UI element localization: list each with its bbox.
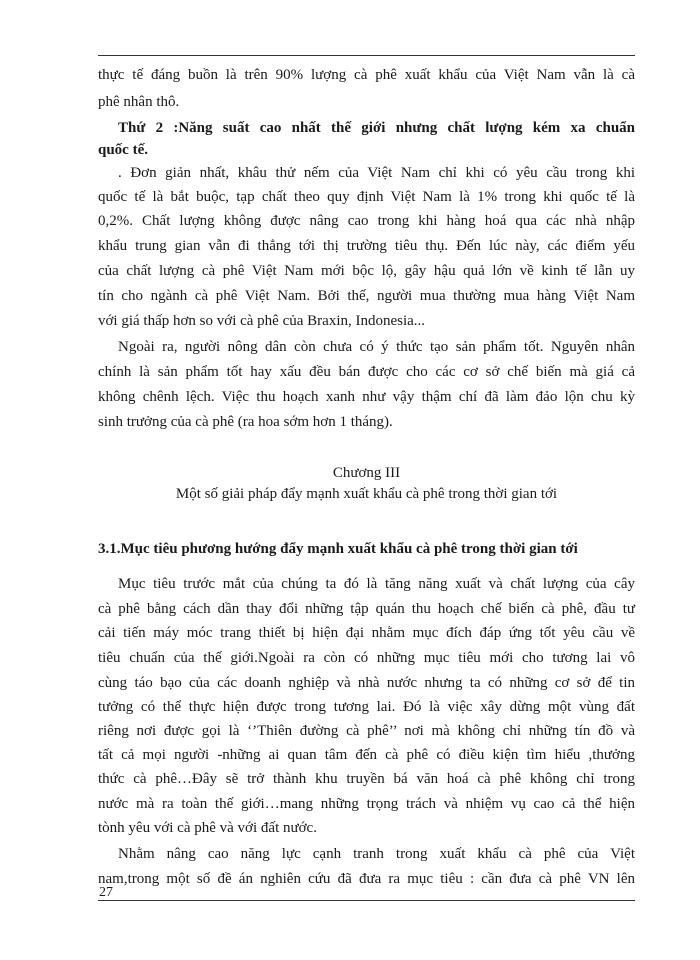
- text-line: tất cả mọi người -những ai quan tâm đến cà phê có điều kiện tìm hiểu ,thưởng: [98, 747, 635, 763]
- text-line: cải tiến máy móc trang thiết bị hiện đại nhằm mục đích đáp ứng tốt yêu cầu về: [98, 625, 635, 641]
- text-line: Một số giải pháp đẩy mạnh xuất khẩu cà phê trong thời gian tới: [175, 486, 558, 502]
- text-line: Nhằm nâng cao năng lực cạnh tranh trong xuất khẩu cà phê của Việt: [118, 846, 635, 862]
- text-line: sinh trưởng của cà phê (ra hoa sớm hơn 1 tháng).: [98, 414, 393, 430]
- text-line: không chênh lệch. Việc thu hoạch xanh như vậy thậm chí đã làm đảo lộn chu kỳ: [98, 389, 635, 405]
- text-line: chính là sản phẩm tốt hay xấu đều bán được cho các cơ sở chế biến mà giá cả: [98, 364, 635, 380]
- text-line: quốc tế là bắt buộc, tạp chất theo quy định Việt Nam là 1% trong khi quốc tế là: [98, 189, 635, 205]
- text-line: tín cho ngành cà phê Việt Nam. Bởi thế, người mua thường mua hàng Việt Nam: [98, 288, 635, 304]
- text-line: của chất lượng cà phê Việt Nam mới bộc lộ, gây hậu quả lớn về kinh tế lẫn uy: [98, 263, 635, 279]
- text-line: quốc tế.: [98, 142, 148, 158]
- page-number: 27: [99, 885, 113, 900]
- text-line: tưởng có thể thực hiện được trong tương lai. Đó là việc xây dừng một vùng đất: [98, 699, 635, 715]
- footer-rule: [98, 900, 635, 901]
- text-line: tònh yêu với cà phê và với đất nước.: [98, 820, 317, 836]
- text-line: Mục tiêu trước mắt của chúng ta đó là tăng năng xuất và chất lượng của cây: [118, 576, 635, 592]
- text-line: phê nhân thô.: [98, 94, 180, 110]
- header-rule: [98, 55, 635, 56]
- text-line: tiêu chuẩn của thế giới.Ngoài ra còn có những mục tiêu mới cho tương lai vô: [98, 650, 635, 666]
- text-line: Thứ 2 :Năng suất cao nhất thế giới nhưng chất lượng kém xa chuẩn: [118, 120, 635, 136]
- text-line: với giá thấp hơn so với cà phê của Braxin, Indonesia...: [98, 313, 426, 329]
- text-line: nam,trong một số đề án nghiên cứu đã đưa ra mục tiêu : cần đưa cà phê VN lên: [98, 871, 635, 887]
- text-line: thực tế đáng buồn là trên 90% lượng cà phê xuất khẩu của Việt Nam vẫn là cà: [98, 67, 635, 83]
- text-line: Chương III: [332, 465, 401, 481]
- text-line: . Đơn giản nhất, khâu thử nếm của Việt Nam chỉ khi có yêu cầu trong khi: [118, 165, 635, 181]
- text-line: riêng nơi được gọi là ‘’Thiên đường cà phê’’ nơi mà không chỉ những tín đồ và: [98, 723, 635, 739]
- text-line: cà phê bằng cách dần thay đổi những tập quán thu hoạch chế biến cà phê, đầu tư: [98, 601, 635, 617]
- text-line: nước mà ra toàn thế giới…mang những trọng trách và nhiệm vụ cao cả thể hiện: [98, 796, 635, 812]
- text-line: cùng táo bạo của các doanh nghiệp và nhà nước nhưng ta có những cơ sở để tin: [98, 675, 635, 691]
- text-line: thức cà phê…Đây sẽ trở thành khu truyền bá văn hoá cà phê không chỉ trong: [98, 771, 635, 787]
- text-line: Ngoài ra, người nông dân còn chưa có ý thức tạo sản phẩm tốt. Nguyên nhân: [118, 339, 635, 355]
- text-line: khẩu trung gian vẫn đi thẳng tới thị trường tiêu thụ. Đến lúc này, các điểm yếu: [98, 238, 635, 254]
- text-line: 3.1.Mục tiêu phương hướng đẩy mạnh xuất khẩu cà phê trong thời gian tới: [98, 541, 578, 557]
- text-line: 0,2%. Chất lượng không được nâng cao trong khi hàng hoá qua các nhà nhập: [98, 213, 635, 229]
